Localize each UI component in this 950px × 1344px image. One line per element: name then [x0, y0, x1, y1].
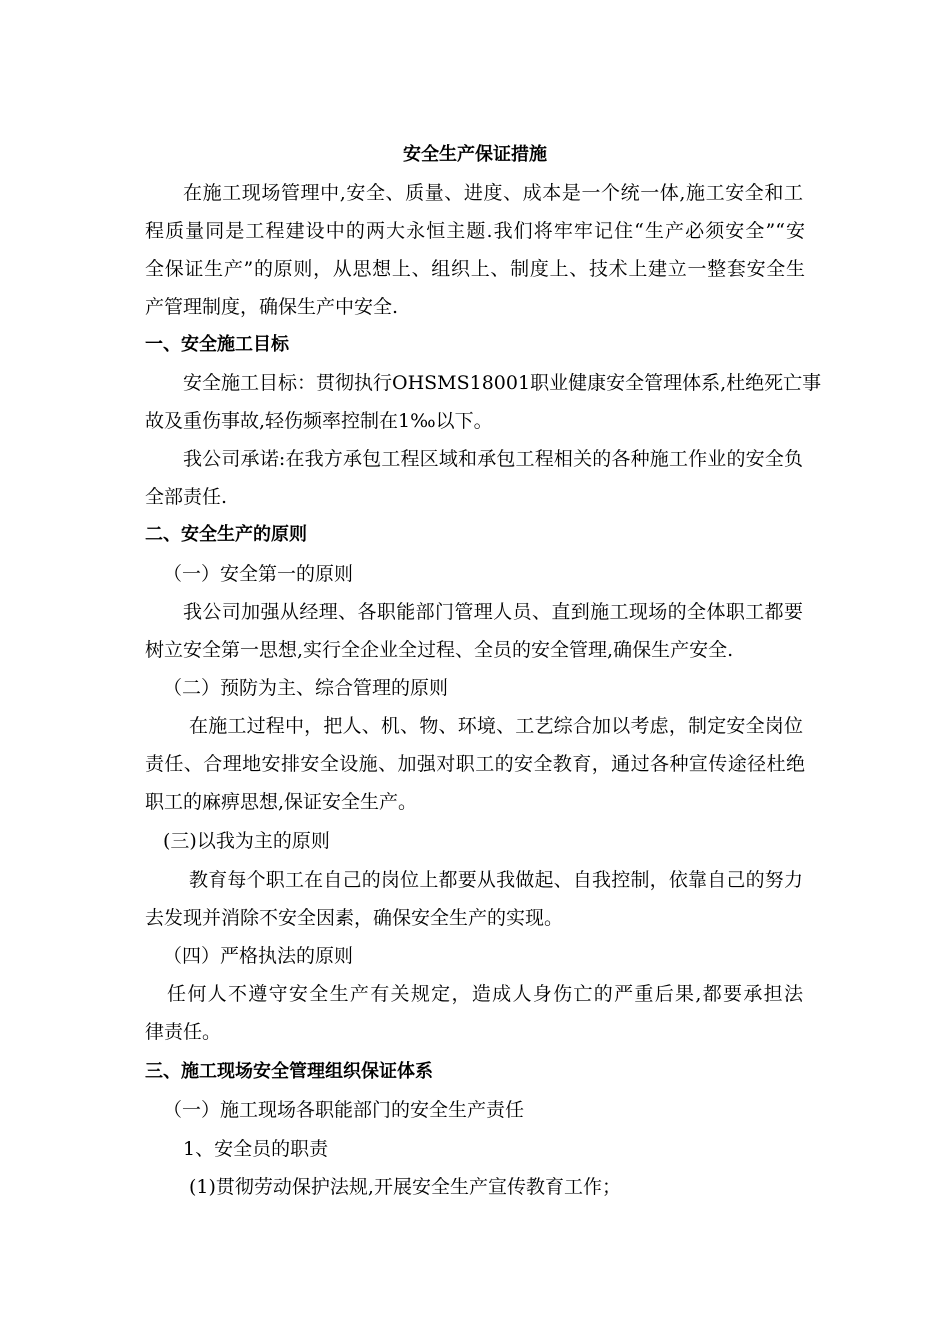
intro-line-3: 全保证生产”的原则，从思想上、组织上、制度上、技术上建立一整套安全生 [145, 258, 805, 280]
section-2-sub-3-line-1: 教育每个职工在自己的岗位上都要从我做起、自我控制，依靠自己的努力 [189, 869, 803, 891]
section-2-heading: 二、安全生产的原则 [145, 524, 307, 545]
section-1-para-2-line-2: 全部责任. [145, 486, 228, 508]
section-2-sub-1-line-2: 树立安全第一思想,实行全企业全过程、全员的安全管理,确保生产安全. [145, 639, 734, 661]
section-1-para-1-line-1: 安全施工目标：贯彻执行OHSMS18001职业健康安全管理体系,杜绝死亡事 [183, 372, 822, 394]
section-1-heading: 一、安全施工目标 [145, 334, 289, 355]
section-2-sub-3-heading: (三)以我为主的原则 [163, 830, 330, 852]
section-1-para-1-line-2: 故及重伤事故,轻伤频率控制在1‰以下。 [145, 410, 493, 432]
document-title: 安全生产保证措施 [403, 144, 547, 165]
intro-line-4: 产管理制度，确保生产中安全. [145, 296, 399, 318]
section-2-sub-4-line-1: 任何人不遵守安全生产有关规定，造成人身伤亡的严重后果,都要承担法 [167, 983, 803, 1005]
intro-line-1: 在施工现场管理中,安全、质量、进度、成本是一个统一体,施工安全和工 [183, 182, 803, 204]
section-2-sub-2-line-1: 在施工过程中，把人、机、物、环境、工艺综合加以考虑，制定安全岗位 [189, 715, 803, 737]
section-2-sub-2-line-3: 职工的麻痹思想,保证安全生产。 [145, 791, 418, 813]
section-3-heading: 三、施工现场安全管理组织保证体系 [145, 1061, 433, 1082]
section-2-sub-3-line-2: 去发现并消除不安全因素，确保安全生产的实现。 [145, 907, 564, 929]
section-2-sub-2-heading: （二）预防为主、综合管理的原则 [163, 677, 449, 699]
intro-line-2: 程质量同是工程建设中的两大永恒主题.我们将牢牢记住“生产必须安全”“安 [145, 220, 805, 242]
section-2-sub-4-line-2: 律责任。 [145, 1021, 222, 1043]
section-2-sub-2-line-2: 责任、合理地安排安全设施、加强对职工的安全教育，通过各种宣传途径杜绝 [145, 753, 805, 775]
section-3-sub-1-heading: （一）施工现场各职能部门的安全生产责任 [163, 1099, 525, 1121]
section-2-sub-4-heading: （四）严格执法的原则 [163, 945, 354, 967]
section-1-para-2-line-1: 我公司承诺:在我方承包工程区域和承包工程相关的各种施工作业的安全负 [183, 448, 803, 470]
section-2-sub-1-heading: （一）安全第一的原则 [163, 563, 354, 585]
section-2-sub-1-line-1: 我公司加强从经理、各职能部门管理人员、直到施工现场的全体职工都要 [183, 601, 803, 623]
section-3-item-1-line-1: (1)贯彻劳动保护法规,开展安全生产宣传教育工作； [189, 1176, 621, 1198]
section-3-item-1-heading: 1、安全员的职责 [183, 1138, 329, 1160]
